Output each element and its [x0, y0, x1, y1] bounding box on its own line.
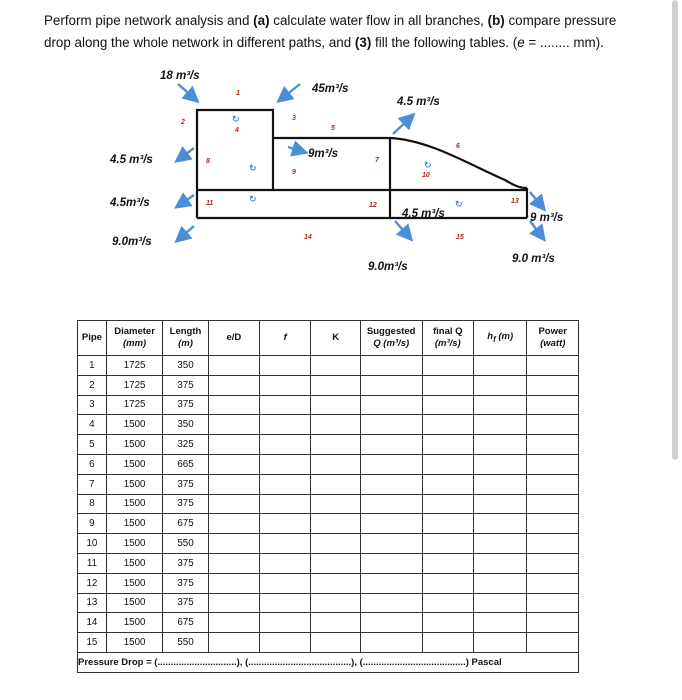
pipe-cell: 8	[78, 494, 107, 514]
f-cell[interactable]	[260, 415, 311, 435]
f-cell[interactable]	[260, 375, 311, 395]
diameter-cell: 1500	[106, 553, 163, 573]
diameter-cell: 1500	[106, 593, 163, 613]
hf-cell[interactable]	[473, 553, 526, 573]
table-row	[78, 553, 579, 573]
ed-cell[interactable]	[208, 474, 259, 494]
k-cell[interactable]	[311, 395, 360, 415]
table-row	[78, 534, 579, 554]
table-header-row	[78, 321, 579, 356]
loop-marker-icon: ↻	[424, 160, 432, 170]
table-row	[78, 356, 579, 376]
final-q-cell[interactable]	[422, 633, 473, 653]
final-q-cell[interactable]	[422, 435, 473, 455]
table-row	[78, 633, 579, 653]
pressure-drop-row	[78, 652, 579, 672]
suggested-q-cell[interactable]	[360, 553, 422, 573]
question-line2-text: drop along the whole network in different paths, and	[44, 35, 355, 50]
table-row	[78, 375, 579, 395]
final-q-cell[interactable]	[422, 534, 473, 554]
diameter-cell: 1500	[106, 494, 163, 514]
power-cell[interactable]	[527, 514, 579, 534]
question-text	[44, 10, 654, 54]
length-cell: 550	[163, 534, 208, 554]
power-cell[interactable]	[527, 573, 579, 593]
pipe-cell: 9	[78, 514, 107, 534]
length-cell: 350	[163, 356, 208, 376]
f-cell[interactable]	[260, 435, 311, 455]
ed-cell[interactable]	[208, 573, 259, 593]
suggested-q-cell[interactable]	[360, 573, 422, 593]
f-cell[interactable]	[260, 573, 311, 593]
col-k: K	[311, 321, 360, 356]
ed-cell[interactable]	[208, 415, 259, 435]
suggested-q-cell[interactable]	[360, 395, 422, 415]
hf-cell[interactable]	[473, 356, 526, 376]
k-cell[interactable]	[311, 454, 360, 474]
length-cell: 665	[163, 454, 208, 474]
hf-cell[interactable]	[473, 494, 526, 514]
ed-cell[interactable]	[208, 454, 259, 474]
final-q-cell[interactable]	[422, 494, 473, 514]
ed-cell[interactable]	[208, 375, 259, 395]
k-cell[interactable]	[311, 553, 360, 573]
part-b-label: (b)	[487, 13, 505, 28]
network-pipes	[197, 110, 527, 218]
pipe-cell: 2	[78, 375, 107, 395]
power-cell[interactable]	[527, 375, 579, 395]
f-cell[interactable]	[260, 494, 311, 514]
arrow-out-left-3	[178, 226, 194, 240]
question-line1-text: Perform pipe network analysis and	[44, 13, 254, 28]
final-q-cell[interactable]	[422, 613, 473, 633]
loop-marker-icon: ↻	[249, 194, 257, 204]
suggested-q-cell[interactable]	[360, 633, 422, 653]
pressure-drop-text: Pressure Drop = (..............................), (.......................................), (.......................................) Pascal	[78, 652, 579, 672]
flow-in-top-right: 45m³/s	[312, 83, 349, 95]
pipe-cell: 11	[78, 553, 107, 573]
pipe-number-5: 5	[331, 125, 335, 132]
col-pipe: Pipe	[78, 321, 107, 356]
suggested-q-cell[interactable]	[360, 415, 422, 435]
flow-out-top-right: 4.5 m³/s	[397, 96, 440, 108]
suggested-q-cell[interactable]	[360, 454, 422, 474]
f-cell[interactable]	[260, 356, 311, 376]
hf-cell[interactable]	[473, 633, 526, 653]
pipe-cell: 4	[78, 415, 107, 435]
part-a-label: (a)	[253, 13, 270, 28]
flow-out-right: 9 m³/s	[530, 212, 564, 224]
roughness-blank: = ........ mm).	[524, 35, 604, 50]
suggested-q-cell[interactable]	[360, 534, 422, 554]
length-cell: 375	[163, 573, 208, 593]
length-cell: 375	[163, 375, 208, 395]
final-q-cell[interactable]	[422, 553, 473, 573]
table-row	[78, 573, 579, 593]
suggested-q-cell[interactable]	[360, 613, 422, 633]
diameter-cell: 1725	[106, 375, 163, 395]
results-table	[77, 320, 579, 673]
table-row	[78, 494, 579, 514]
hf-cell[interactable]	[473, 573, 526, 593]
length-cell: 675	[163, 514, 208, 534]
pipe-number-2: 2	[181, 119, 185, 126]
final-q-cell[interactable]	[422, 593, 473, 613]
flow-out-left-2: 4.5m³/s	[110, 197, 150, 209]
k-cell[interactable]	[311, 514, 360, 534]
loop-marker-icon: ↻	[232, 114, 240, 124]
col-ed: e/D	[208, 321, 259, 356]
question-line1-mid: calculate water flow in all branches,	[269, 13, 488, 28]
final-q-cell[interactable]	[422, 356, 473, 376]
k-cell[interactable]	[311, 415, 360, 435]
table-row	[78, 415, 579, 435]
loop-marker-icon: ↻	[249, 163, 257, 173]
pipe-cell: 3	[78, 395, 107, 415]
length-cell: 375	[163, 593, 208, 613]
pipe-cell: 7	[78, 474, 107, 494]
arrow-out-left-2	[178, 195, 194, 206]
pipe-number-8: 8	[206, 158, 210, 165]
power-cell[interactable]	[527, 395, 579, 415]
ed-cell[interactable]	[208, 633, 259, 653]
length-cell: 375	[163, 474, 208, 494]
power-cell[interactable]	[527, 415, 579, 435]
final-q-cell[interactable]	[422, 395, 473, 415]
pipe-cell: 14	[78, 613, 107, 633]
table-row	[78, 435, 579, 455]
table-row	[78, 474, 579, 494]
hf-cell[interactable]	[473, 613, 526, 633]
ed-cell[interactable]	[208, 494, 259, 514]
arrow-out-right	[530, 192, 543, 208]
scrollbar[interactable]	[672, 0, 678, 460]
f-cell[interactable]	[260, 395, 311, 415]
arrow-out-bottom-mid	[395, 221, 410, 238]
arrow-inner	[288, 147, 304, 152]
length-cell: 375	[163, 553, 208, 573]
flow-in-top: 18 m³/s	[160, 70, 200, 82]
final-q-cell[interactable]	[422, 474, 473, 494]
flow-out-bottom-mid: 9.0m³/s	[368, 261, 408, 273]
final-q-cell[interactable]	[422, 514, 473, 534]
power-cell[interactable]	[527, 553, 579, 573]
length-cell: 375	[163, 395, 208, 415]
col-hf: $h_f$ (m)	[473, 321, 526, 356]
loop-direction-markers	[232, 114, 463, 209]
col-power: Power (watt)	[527, 321, 579, 356]
part-c-label: (3)	[354, 35, 372, 50]
suggested-q-cell[interactable]	[360, 375, 422, 395]
diameter-cell: 1500	[106, 454, 163, 474]
diameter-cell: 1725	[106, 356, 163, 376]
arrow-in-top	[178, 84, 196, 100]
pipe-network-diagram	[0, 60, 682, 280]
arrow-out-left-1	[178, 148, 194, 160]
hf-cell[interactable]	[473, 395, 526, 415]
question-line1-end: compare pressure	[504, 13, 617, 28]
pipe-cell: 5	[78, 435, 107, 455]
f-cell[interactable]	[260, 474, 311, 494]
hf-cell[interactable]	[473, 415, 526, 435]
ed-cell[interactable]	[208, 356, 259, 376]
f-cell[interactable]	[260, 593, 311, 613]
k-cell[interactable]	[311, 474, 360, 494]
pipe-number-10: 10	[422, 172, 430, 179]
hf-cell[interactable]	[473, 514, 526, 534]
power-cell[interactable]	[527, 474, 579, 494]
pipe-number-7: 7	[375, 157, 379, 164]
pipe-number-11: 11	[206, 200, 214, 207]
hf-cell[interactable]	[473, 454, 526, 474]
arrow-in-top-right	[280, 84, 300, 100]
ed-cell[interactable]	[208, 395, 259, 415]
power-cell[interactable]	[527, 534, 579, 554]
pipe-cell: 1	[78, 356, 107, 376]
ed-cell[interactable]	[208, 435, 259, 455]
flow-inner: 9m³/s	[308, 148, 339, 160]
f-cell[interactable]	[260, 454, 311, 474]
length-cell: 675	[163, 613, 208, 633]
length-cell: 325	[163, 435, 208, 455]
length-cell: 350	[163, 415, 208, 435]
pipe-number-3: 3	[292, 115, 296, 122]
table-row	[78, 514, 579, 534]
diameter-cell: 1500	[106, 435, 163, 455]
k-cell[interactable]	[311, 435, 360, 455]
length-cell: 550	[163, 633, 208, 653]
table-row	[78, 613, 579, 633]
arrow-out-top-right	[393, 116, 412, 134]
power-cell[interactable]	[527, 356, 579, 376]
pipe-number-15: 15	[456, 234, 464, 241]
final-q-cell[interactable]	[422, 415, 473, 435]
suggested-q-cell[interactable]	[360, 474, 422, 494]
suggested-q-cell[interactable]	[360, 494, 422, 514]
diameter-cell: 1500	[106, 474, 163, 494]
f-cell[interactable]	[260, 613, 311, 633]
pipe-number-6: 6	[456, 143, 460, 150]
diameter-cell: 1725	[106, 395, 163, 415]
diameter-cell: 1500	[106, 415, 163, 435]
roughness-symbol: e	[517, 35, 525, 50]
hf-cell[interactable]	[473, 534, 526, 554]
col-diameter: Diameter (mm)	[106, 321, 163, 356]
flow-out-bottom-right: 9.0 m³/s	[512, 253, 555, 265]
pipe-cell: 6	[78, 454, 107, 474]
power-cell[interactable]	[527, 613, 579, 633]
f-cell[interactable]	[260, 633, 311, 653]
col-final-q: final Q (m³/s)	[422, 321, 473, 356]
ed-cell[interactable]	[208, 593, 259, 613]
k-cell[interactable]	[311, 593, 360, 613]
suggested-q-cell[interactable]	[360, 356, 422, 376]
k-cell[interactable]	[311, 375, 360, 395]
diameter-cell: 1500	[106, 534, 163, 554]
ed-cell[interactable]	[208, 613, 259, 633]
hf-cell[interactable]	[473, 435, 526, 455]
ed-cell[interactable]	[208, 514, 259, 534]
final-q-cell[interactable]	[422, 375, 473, 395]
suggested-q-cell[interactable]	[360, 435, 422, 455]
col-length: Length (m)	[163, 321, 208, 356]
pipe-number-12: 12	[369, 202, 377, 209]
pipe-number-4: 4	[235, 127, 239, 134]
suggested-q-cell[interactable]	[360, 514, 422, 534]
pipe-cell: 15	[78, 633, 107, 653]
flow-out-left-3: 9.0m³/s	[112, 236, 152, 248]
k-cell[interactable]	[311, 494, 360, 514]
diameter-cell: 1500	[106, 514, 163, 534]
diameter-cell: 1500	[106, 573, 163, 593]
k-cell[interactable]	[311, 534, 360, 554]
table-row	[78, 395, 579, 415]
k-cell[interactable]	[311, 573, 360, 593]
col-suggested-q: Suggested Q (m³/s)	[360, 321, 422, 356]
ed-cell[interactable]	[208, 553, 259, 573]
power-cell[interactable]	[527, 593, 579, 613]
diameter-cell: 1500	[106, 633, 163, 653]
pipe-cell: 12	[78, 573, 107, 593]
col-f: f	[260, 321, 311, 356]
power-cell[interactable]	[527, 454, 579, 474]
power-cell[interactable]	[527, 633, 579, 653]
flow-arrows	[178, 84, 543, 240]
ed-cell[interactable]	[208, 534, 259, 554]
suggested-q-cell[interactable]	[360, 593, 422, 613]
power-cell[interactable]	[527, 435, 579, 455]
k-cell[interactable]	[311, 633, 360, 653]
table-row	[78, 454, 579, 474]
hf-cell[interactable]	[473, 593, 526, 613]
power-cell[interactable]	[527, 494, 579, 514]
f-cell[interactable]	[260, 514, 311, 534]
length-cell: 375	[163, 494, 208, 514]
table-row	[78, 593, 579, 613]
flow-out-mid-right: 4.5 m³/s	[402, 208, 445, 220]
pipe-number-14: 14	[304, 234, 312, 241]
k-cell[interactable]	[311, 356, 360, 376]
f-cell[interactable]	[260, 553, 311, 573]
flow-out-left-1: 4.5 m³/s	[110, 154, 153, 166]
pipe-number-1: 1	[236, 90, 240, 97]
pipe-number-13: 13	[511, 198, 519, 205]
pipe-cell: 13	[78, 593, 107, 613]
pipe-number-9: 9	[292, 169, 296, 176]
final-q-cell[interactable]	[422, 454, 473, 474]
loop-marker-icon: ↻	[455, 199, 463, 209]
hf-cell[interactable]	[473, 474, 526, 494]
hf-cell[interactable]	[473, 375, 526, 395]
f-cell[interactable]	[260, 534, 311, 554]
pipe-cell: 10	[78, 534, 107, 554]
k-cell[interactable]	[311, 613, 360, 633]
question-line2-mid: fill the following tables. (	[371, 35, 518, 50]
diameter-cell: 1500	[106, 613, 163, 633]
final-q-cell[interactable]	[422, 573, 473, 593]
